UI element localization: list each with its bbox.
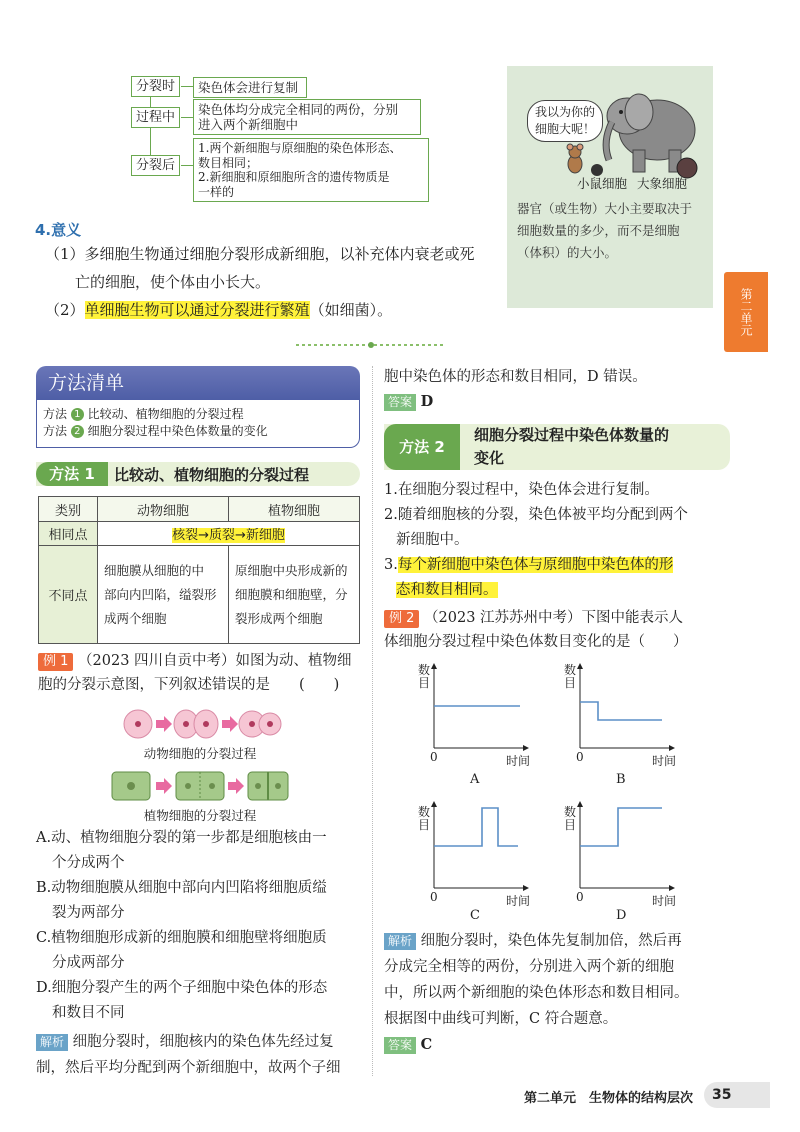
cell-line: 细胞膜从细胞的中: [104, 562, 205, 578]
desc-line: 1.两个新细胞与原细胞的染色体形态、: [198, 141, 402, 155]
stage-description: [193, 99, 421, 135]
table-header: 类别: [39, 497, 98, 522]
mouse-cell-label: 小鼠细胞: [577, 176, 628, 191]
y-axis-label: 数目: [418, 805, 431, 832]
cell-line: 原细胞中央形成新的: [235, 562, 348, 578]
note-line: （体积）的大小。: [517, 245, 618, 260]
footer-unit-title: 第二单元 生物体的结构层次: [524, 1091, 694, 1106]
desc-line: 进入两个新细胞中: [198, 117, 299, 132]
example2-question: [384, 606, 730, 654]
question-text: （2023 江苏苏州中考）下图中能表示人: [424, 610, 684, 626]
answer-value: D: [420, 393, 434, 410]
method-list-item: [43, 423, 359, 440]
y-axis-label: 数目: [564, 663, 577, 690]
example1-analysis: [36, 1029, 376, 1081]
analysis-line: 中，所以两个新细胞的染色体形态和数目相同。: [384, 985, 689, 1001]
item-prefix: 方法: [43, 407, 68, 421]
origin-label: 0: [576, 750, 584, 764]
example1-question: [38, 649, 368, 697]
stage-description: [193, 138, 429, 202]
analysis-tag: 解析: [36, 1034, 68, 1051]
para-line: 亡的细胞，使个体由小长大。: [75, 273, 271, 291]
cell-line: 部向内凹陷，缢裂形: [104, 586, 217, 602]
table-header: 植物细胞: [229, 497, 360, 522]
note-line: 细胞数量的多少，而不是细胞: [517, 223, 680, 238]
question-text: 胞的分裂示意图，下列叙述错误的是: [38, 677, 270, 693]
x-axis-label: 时间: [652, 754, 677, 768]
example1-analysis-cont: 胞中染色体的形态和数目相同，D 错误。: [384, 369, 647, 385]
answer-tag: 答案: [384, 394, 416, 411]
answer-blank: ( ): [299, 677, 340, 693]
note-line: 器官（或生物）大小主要取决于: [517, 201, 693, 216]
answer-tag: 答案: [384, 1037, 416, 1054]
example-tag: 例 2: [384, 610, 419, 628]
analysis-text: 细胞分裂时，染色体先复制加倍，然后再: [420, 933, 682, 949]
animal-cell-division-figure: [122, 706, 282, 742]
y-axis-label: 数目: [418, 663, 431, 690]
option-c: C.植物细胞形成新的细胞膜和细胞壁将细胞质: [36, 930, 327, 946]
item-number: 1: [71, 408, 84, 421]
method-list-title: 方法清单: [36, 366, 360, 400]
graph-c: [434, 802, 528, 888]
analysis-line: [36, 1029, 376, 1055]
analysis-line: 制，然后平均分配到两个新细胞中，故两个子细: [36, 1060, 341, 1076]
example-tag: 例 1: [38, 653, 73, 671]
example2-analysis: [384, 928, 730, 1058]
comparison-table: [38, 496, 360, 644]
question-line: [38, 673, 368, 697]
analysis-line: [384, 928, 730, 954]
graph-b: [580, 664, 674, 748]
stage-label: 分裂时: [131, 76, 180, 97]
point-line: [384, 553, 688, 578]
example1-answer: [384, 390, 433, 414]
table-cell: [98, 546, 229, 644]
elephant-cell-label: 大象细胞: [637, 176, 688, 191]
options-list: [36, 826, 376, 1026]
answer-value: C: [420, 1036, 433, 1053]
option-a: A.动、植物细胞分裂的第一步都是细胞核由一: [36, 830, 327, 846]
table-header: 动物细胞: [98, 497, 229, 522]
origin-label: 0: [430, 750, 438, 764]
method1-title: 比较动、植物细胞的分裂过程: [114, 466, 310, 484]
item-text: 比较动、植物细胞的分裂过程: [87, 407, 244, 421]
desc-line: 一样的: [198, 184, 235, 199]
point-line: 1.在细胞分裂过程中，染色体会进行复制。: [384, 482, 659, 498]
x-axis-label: 时间: [652, 894, 677, 908]
option-a-cont: 个分成两个: [52, 855, 125, 871]
item-prefix: 方法: [43, 424, 68, 438]
row-label: 相同点: [39, 522, 98, 546]
card-note: [517, 198, 692, 264]
origin-label: 0: [576, 890, 584, 904]
point-line: 2.随着细胞核的分裂，染色体被平均分配到两个: [384, 507, 688, 523]
desc-line: 染色体均分成完全相同的两份，分别: [198, 102, 399, 117]
analysis-text: 细胞分裂时，细胞核内的染色体先经过复: [72, 1034, 334, 1050]
analysis-line: 根据图中曲线可判断，C 符合题意。: [384, 1011, 618, 1027]
graph-letter: A: [470, 772, 480, 787]
para-line: [45, 296, 475, 324]
method1-label: 方法 1: [36, 462, 108, 486]
para-line: （1）多细胞生物通过细胞分裂形成新细胞，以补充体内衰老或死: [45, 245, 475, 263]
bubble-line: 细胞大呢！: [535, 122, 596, 136]
option-d-cont: 和数目不同: [52, 1005, 125, 1021]
highlighted-text: 单细胞生物可以通过分裂进行繁殖: [84, 301, 310, 319]
method2-points: [384, 478, 688, 603]
elephant-mouse-illustration: [557, 72, 707, 182]
option-b-cont: 裂为两部分: [52, 905, 125, 921]
column-divider: [372, 366, 373, 1076]
method2-title: [474, 424, 669, 470]
para-suffix: （如细菌）。: [309, 301, 393, 319]
point-line: [384, 578, 688, 603]
figure-caption: 动物细胞的分裂过程: [143, 746, 257, 761]
stage-description: 染色体会进行复制: [193, 77, 307, 98]
page-number: 35: [704, 1082, 770, 1108]
point-number: 3.: [384, 557, 398, 573]
table-cell: [98, 522, 360, 546]
method-list-body: [36, 400, 360, 448]
plant-cell-division-figure: [110, 768, 290, 804]
option-b: B.动物细胞膜从细胞中部向内凹陷将细胞质缢: [36, 880, 327, 896]
origin-label: 0: [430, 890, 438, 904]
x-axis-label: 时间: [506, 754, 531, 768]
highlighted-text: 每个新细胞中染色体与原细胞中染色体的形: [397, 557, 674, 573]
cell-line: 成两个细胞: [104, 610, 167, 626]
analysis-line: 分成完全相等的两份，分别进入两个新的细胞: [384, 959, 674, 975]
cell-line: 裂形成两个细胞: [235, 610, 323, 626]
graph-letter: B: [616, 772, 626, 787]
desc-line: 2.新细胞和原细胞所含的遗传物质是: [198, 170, 390, 184]
section-title: 4.意义: [35, 221, 82, 239]
question-text: 体细胞分裂过程中染色体数目变化的是: [384, 634, 631, 650]
method2-label: 方法 2: [384, 424, 460, 470]
y-axis-label: 数目: [564, 805, 577, 832]
question-line: 体细胞分裂过程中染色体数目变化的是（ ）: [384, 634, 688, 650]
item-number: 2: [71, 425, 84, 438]
graph-letter: D: [616, 908, 627, 923]
analysis-tag: 解析: [384, 933, 416, 950]
paragraph: [45, 240, 475, 324]
graph-a: [434, 664, 528, 748]
row-label: 不同点: [39, 546, 98, 644]
figure-caption: 植物细胞的分裂过程: [143, 808, 257, 823]
question-text: （2023 四川自贡中考）如图为动、植物细: [78, 653, 352, 669]
graph-letter: C: [470, 908, 480, 923]
stage-label: 分裂后: [131, 155, 180, 176]
table-cell: [229, 546, 360, 644]
divider: [296, 340, 446, 350]
item-text: 细胞分裂过程中染色体数量的变化: [87, 424, 268, 438]
question-line: [38, 649, 368, 673]
point-line: 新细胞中。: [396, 532, 469, 548]
option-d: D.细胞分裂产生的两个子细胞中染色体的形态: [36, 980, 328, 996]
graph-d: [580, 802, 674, 888]
answer-line: [384, 1032, 730, 1058]
tip-card: [507, 66, 713, 308]
desc-line: 数目相同；: [198, 155, 259, 170]
title-line: 细胞分裂过程中染色体数量的: [474, 426, 670, 444]
x-axis-label: 时间: [506, 894, 531, 908]
highlighted-text: 核裂→质裂→新细胞: [172, 528, 285, 543]
bubble-line: 我以为你的: [535, 105, 596, 119]
highlighted-text: 态和数目相同。: [396, 582, 498, 598]
option-c-cont: 分成两部分: [52, 955, 125, 971]
method-list-item: [43, 406, 359, 423]
cell-line: 细胞膜和细胞壁，分: [235, 586, 348, 602]
para-prefix: （2）: [45, 301, 85, 319]
title-line: 变化: [474, 449, 505, 467]
question-line: [384, 606, 730, 630]
stage-label: 过程中: [131, 107, 180, 128]
unit-side-tab: 第二单元: [724, 272, 768, 352]
